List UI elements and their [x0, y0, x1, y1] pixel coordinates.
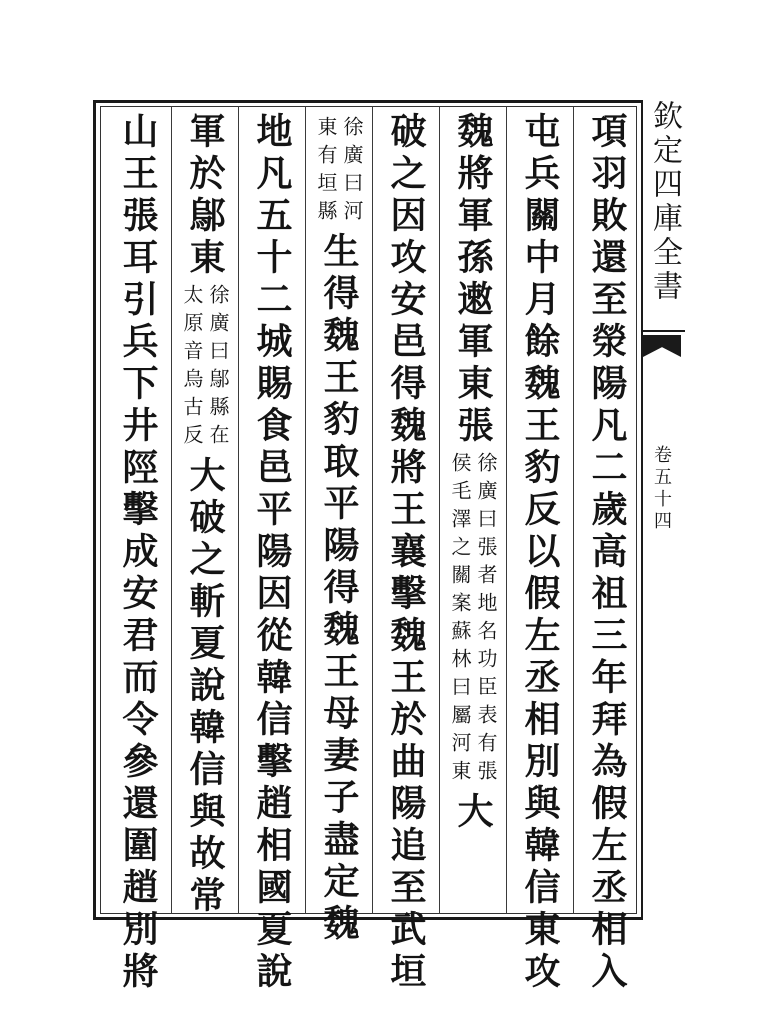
fish-tail-mark: [643, 335, 681, 357]
commentary-line: 侯毛澤之關案蘇林曰屬河東: [448, 452, 472, 788]
commentary-line: 徐廣曰鄔縣在: [206, 284, 230, 452]
book-title: 欽定四庫全書: [647, 100, 682, 304]
column-rule: [372, 106, 373, 914]
main-text: 大: [452, 792, 494, 834]
main-text: 屯兵關中月餘魏王豹反以假左丞相別與韓信東攻: [519, 112, 561, 994]
column-rule: [305, 106, 306, 914]
text-column-6: [241, 112, 303, 994]
text-column-5: [308, 112, 370, 946]
main-text: 大破之斬夏說韓信與故常: [184, 456, 226, 918]
main-text: 軍於鄔東: [184, 112, 226, 280]
commentary-note: [314, 116, 364, 228]
main-text: 生得魏王豹取平陽得魏王母妻子盡定魏: [318, 232, 360, 946]
volume-label: 卷五十四: [651, 445, 672, 533]
main-text: 魏將軍孫遫軍東張: [452, 112, 494, 448]
column-rule: [171, 106, 172, 914]
main-text: 山王張耳引兵下井陘擊成安君而令參還圍趙別將: [117, 112, 159, 994]
commentary-line: 徐廣曰河: [340, 116, 364, 228]
commentary-line: 東有垣縣: [314, 116, 338, 228]
commentary-line: 太原音烏古反: [180, 284, 204, 452]
commentary-line: 徐廣曰張者地名功臣表有張: [474, 452, 498, 788]
text-column-3: [442, 112, 504, 834]
text-column-1: [576, 112, 638, 994]
text-column-2: [509, 112, 571, 994]
column-rule: [238, 106, 239, 914]
commentary-note: [180, 284, 230, 452]
commentary-note: [448, 452, 498, 788]
main-text: 地凡五十二城賜食邑平陽因從韓信擊趙相國夏說: [251, 112, 293, 994]
main-text: 破之因攻安邑得魏將王襄擊魏王於曲陽追至武垣: [385, 112, 427, 994]
text-column-8: [107, 112, 169, 994]
text-column-7: [174, 112, 236, 918]
column-rule: [573, 106, 574, 914]
main-text: 項羽敗還至滎陽凡二歲高祖三年拜為假左丞相入: [586, 112, 628, 994]
column-rule: [506, 106, 507, 914]
margin-divider: [643, 330, 685, 332]
text-column-4: [375, 112, 437, 994]
column-rule: [439, 106, 440, 914]
